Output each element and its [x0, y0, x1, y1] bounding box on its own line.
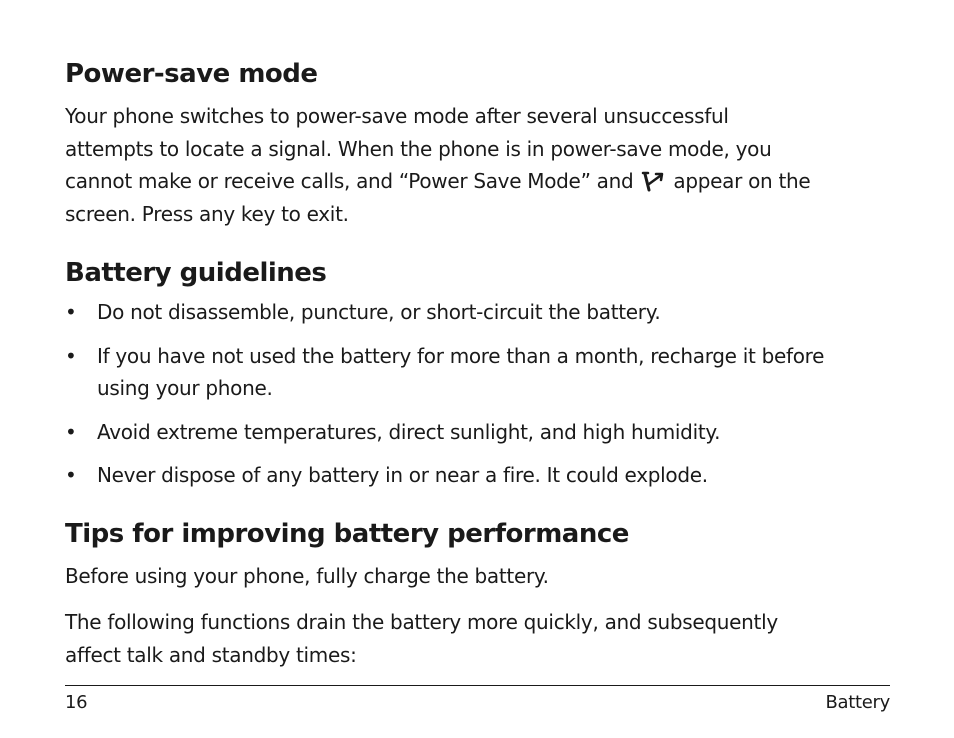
list-item-text: Avoid extreme temperatures, direct sunlight, and high humidity.: [97, 419, 721, 444]
list-item-text: using your phone.: [97, 376, 273, 400]
power-save-line-3b: appear on the: [673, 169, 811, 193]
list-item: [65, 459, 890, 492]
power-save-line-3: [65, 165, 890, 198]
bullet-marker: •: [65, 463, 77, 487]
no-signal-antenna-icon: [641, 170, 665, 192]
battery-guidelines-heading: Battery guidelines: [65, 258, 327, 288]
page-number: 16: [65, 692, 88, 713]
power-save-paragraph: [65, 100, 890, 230]
power-save-line-1: Your phone switches to power-save mode after several unsuccessful: [65, 104, 729, 128]
list-item: [65, 416, 890, 449]
bullet-marker: •: [65, 343, 77, 368]
footer-section-name: Battery: [825, 692, 890, 713]
document-page: [65, 0, 890, 738]
list-item: [65, 340, 890, 405]
tips-paragraph-2-line-1: The following functions drain the battery more quickly, and subsequently: [65, 610, 778, 634]
bullet-marker: •: [65, 300, 77, 324]
tips-paragraph-2: [65, 606, 890, 671]
power-save-heading: Power-save mode: [65, 59, 318, 89]
list-item-text: If you have not used the battery for more than a month, recharge it before: [97, 343, 825, 368]
tips-heading: Tips for improving battery performance: [65, 519, 629, 549]
footer-divider: [65, 685, 890, 686]
power-save-line-3a: cannot make or receive calls, and “Power Save Mode” and: [65, 169, 634, 193]
tips-paragraph-1: Before using your phone, fully charge the battery.: [65, 564, 549, 588]
bullet-marker: •: [65, 419, 77, 444]
power-save-line-2: attempts to locate a signal. When the phone is in power-save mode, you: [65, 136, 772, 161]
power-save-line-4: screen. Press any key to exit.: [65, 201, 349, 226]
battery-guidelines-list: [65, 296, 890, 503]
page-footer: [65, 690, 890, 716]
list-item-text: Do not disassemble, puncture, or short-circuit the battery.: [97, 300, 661, 324]
tips-paragraph-2-line-2: affect talk and standby times:: [65, 642, 357, 667]
list-item-text: Never dispose of any battery in or near a fire. It could explode.: [97, 463, 708, 487]
list-item: [65, 296, 890, 329]
